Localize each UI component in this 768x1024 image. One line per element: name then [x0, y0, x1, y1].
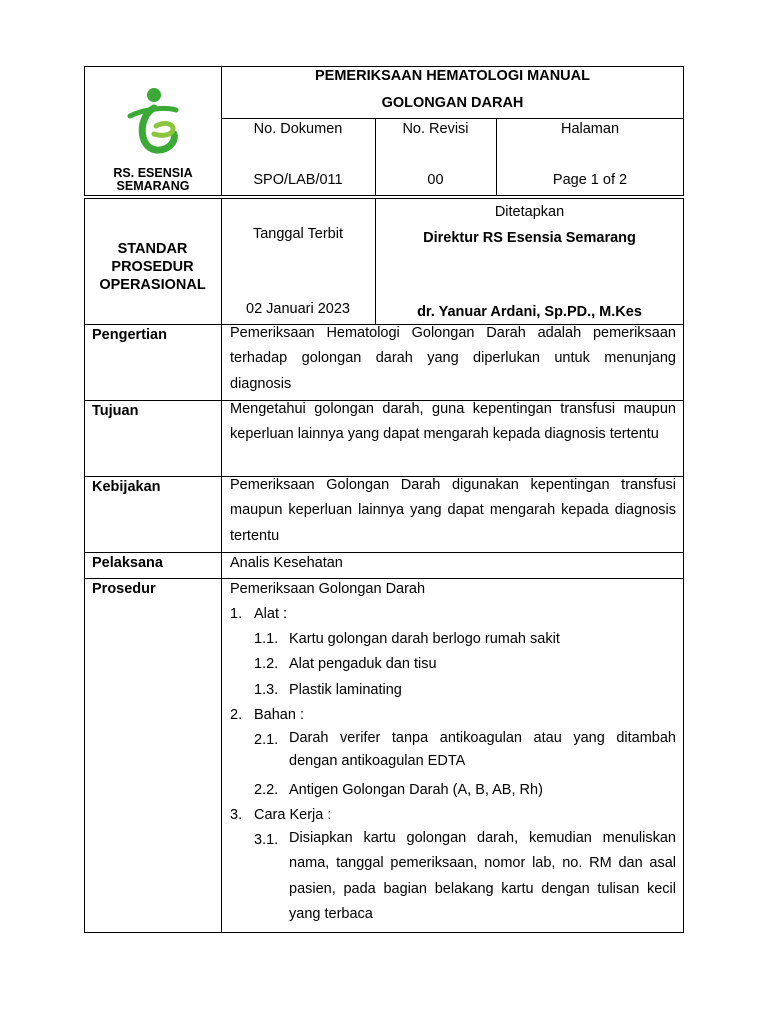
- revision-value: 00: [427, 172, 444, 188]
- step-1-2-number: 1.2.: [254, 656, 279, 672]
- step-2-title: Bahan :: [254, 707, 304, 723]
- pelaksana-text: Analis Kesehatan: [230, 555, 343, 571]
- page-label: Halaman: [560, 121, 620, 137]
- step-2-1-text: Darah verifer tanpa antikoagulan atau yang ditambah dengan antikoagulan EDTA: [289, 730, 676, 769]
- pengertian-label: Pengertian: [92, 327, 167, 343]
- step-3-1-text: Disiapkan kartu golongan darah, kemudian menuliskan nama, tanggal pemeriksaan, nomor lab, no. RM dan asal pasien, pada bagian belakang kartu dengan tulisan kecil yang terbaca: [289, 830, 676, 923]
- tujuan-text: Mengetahui golongan darah, guna kepentingan transfusi maupun keperluan lainnya yang dapat mengarah kepada diagnosis tertentu: [230, 401, 676, 443]
- issue-date-value: 02 Januari 2023: [246, 301, 350, 317]
- step-1-number: 1.: [230, 606, 243, 622]
- kebijakan-label: Kebijakan: [92, 479, 161, 495]
- doc-title-line2: GOLONGAN DARAH: [381, 95, 524, 111]
- kebijakan-text: Pemeriksaan Golongan Darah digunakan kepentingan transfusi maupun keperluan lainnya yang dapat mengarah kepada diagnosis tertentu: [230, 477, 676, 544]
- doc-no-value: SPO/LAB/011: [253, 172, 343, 188]
- issue-date-label: Tanggal Terbit: [252, 226, 344, 242]
- pelaksana-label: Pelaksana: [92, 555, 163, 571]
- step-2-1-number: 2.1.: [254, 732, 279, 748]
- sop-label: STANDAR PROSEDUR OPERASIONAL: [99, 241, 206, 293]
- step-3-title: Cara Kerja :: [254, 807, 332, 823]
- prosedur-label: Prosedur: [92, 581, 156, 597]
- step-1-title: Alat :: [254, 606, 288, 622]
- approver-name: dr. Yanuar Ardani, Sp.PD., M.Kes: [417, 304, 642, 320]
- hospital-logo: [124, 86, 184, 156]
- step-2-2-number: 2.2.: [254, 782, 279, 798]
- tujuan-label: Tujuan: [92, 403, 139, 419]
- pengertian-text: Pemeriksaan Hematologi Golongan Darah adalah pemeriksaan terhadap golongan darah yang diperlukan untuk menunjang diagnosis: [230, 325, 676, 392]
- step-2-number: 2.: [230, 707, 243, 723]
- step-2-2-text: Antigen Golongan Darah (A, B, AB, Rh): [289, 782, 543, 798]
- hospital-name: RS. ESENSIA SEMARANG: [113, 166, 193, 193]
- page-value: Page 1 of 2: [552, 172, 628, 188]
- step-1-3-number: 1.3.: [254, 682, 279, 698]
- prosedur-intro: Pemeriksaan Golongan Darah: [230, 581, 426, 597]
- approved-label: Ditetapkan: [494, 204, 565, 220]
- step-1-1-text: Kartu golongan darah berlogo rumah sakit: [289, 631, 560, 647]
- revision-label: No. Revisi: [402, 121, 469, 137]
- doc-no-label: No. Dokumen: [253, 121, 343, 137]
- step-3-number: 3.: [230, 807, 243, 823]
- step-3-1-number: 3.1.: [254, 832, 279, 848]
- step-1-1-number: 1.1.: [254, 631, 279, 647]
- doc-title-line1: PEMERIKSAAN HEMATOLOGI MANUAL: [315, 68, 590, 84]
- step-1-3-text: Plastik laminating: [289, 682, 402, 698]
- step-1-2-text: Alat pengaduk dan tisu: [289, 656, 437, 672]
- approver-title: Direktur RS Esensia Semarang: [423, 230, 636, 246]
